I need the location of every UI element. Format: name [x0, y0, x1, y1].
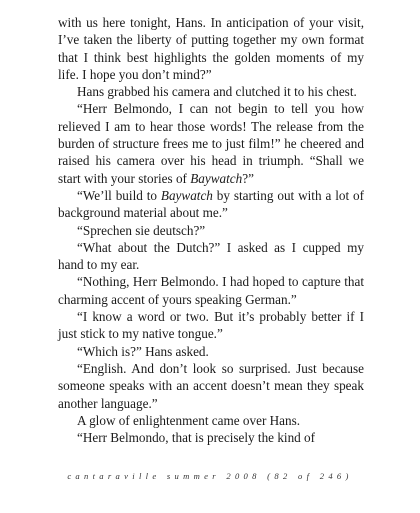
- paragraph: [58, 412, 364, 429]
- paragraph: [58, 429, 364, 446]
- text-run: “Nothing, Herr Belmondo. I had hoped to capture that charming accent of yours speaking German.”: [58, 274, 364, 307]
- text-run: “Herr Belmondo, that is precisely the kind of: [77, 430, 316, 446]
- text-run: “Which is?” Hans asked.: [77, 343, 209, 359]
- paragraph: [58, 100, 364, 186]
- text-run: by starting out with a lot of background material about me.”: [58, 187, 364, 221]
- text-run: Hans grabbed his camera and clutched it to his chest.: [77, 84, 357, 100]
- text-run: with us here tonight, Hans. In anticipation of your visit, I’ve taken the liberty of putting together my own format that I think best highlights the golden moments of my life. I hope you don’t mind?”: [58, 15, 364, 82]
- text-run: “Sprechen sie deutsch?”: [77, 222, 206, 238]
- italic-title: Baywatch: [160, 187, 213, 203]
- text-run: ?”: [242, 170, 254, 186]
- text-run: “Herr Belmondo, I can not begin to tell you how relieved I am to hear those words! The release from the burden of structure frees me to just film!” he cheered and raised his camera over his head in triumph. “Shall we start with your stories of: [58, 101, 364, 186]
- paragraph-continued: [58, 14, 364, 83]
- page-footer: cantaraville summer 2008 (82 of 246): [67, 471, 353, 481]
- text-run: “I know a word or two. But it’s probably better if I just stick to my native tongue.”: [58, 309, 364, 342]
- paragraph: [58, 343, 364, 360]
- paragraph: [58, 187, 364, 222]
- body-text: [58, 14, 364, 446]
- text-run: A glow of enlightenment came over Hans.: [77, 412, 301, 428]
- paragraph: [58, 83, 364, 100]
- paragraph: [58, 239, 364, 274]
- text-run: “We’ll build to: [77, 187, 161, 203]
- paragraph: [58, 273, 364, 308]
- paragraph: [58, 222, 364, 239]
- paragraph: [58, 360, 364, 412]
- text-run: “English. And don’t look so surprised. Just because someone speaks with an accent doesn’t mean they speak another language.”: [58, 360, 364, 411]
- italic-title: Baywatch: [190, 170, 243, 186]
- paragraph: [58, 308, 364, 343]
- text-run: “What about the Dutch?” I asked as I cupped my hand to my ear.: [58, 239, 364, 273]
